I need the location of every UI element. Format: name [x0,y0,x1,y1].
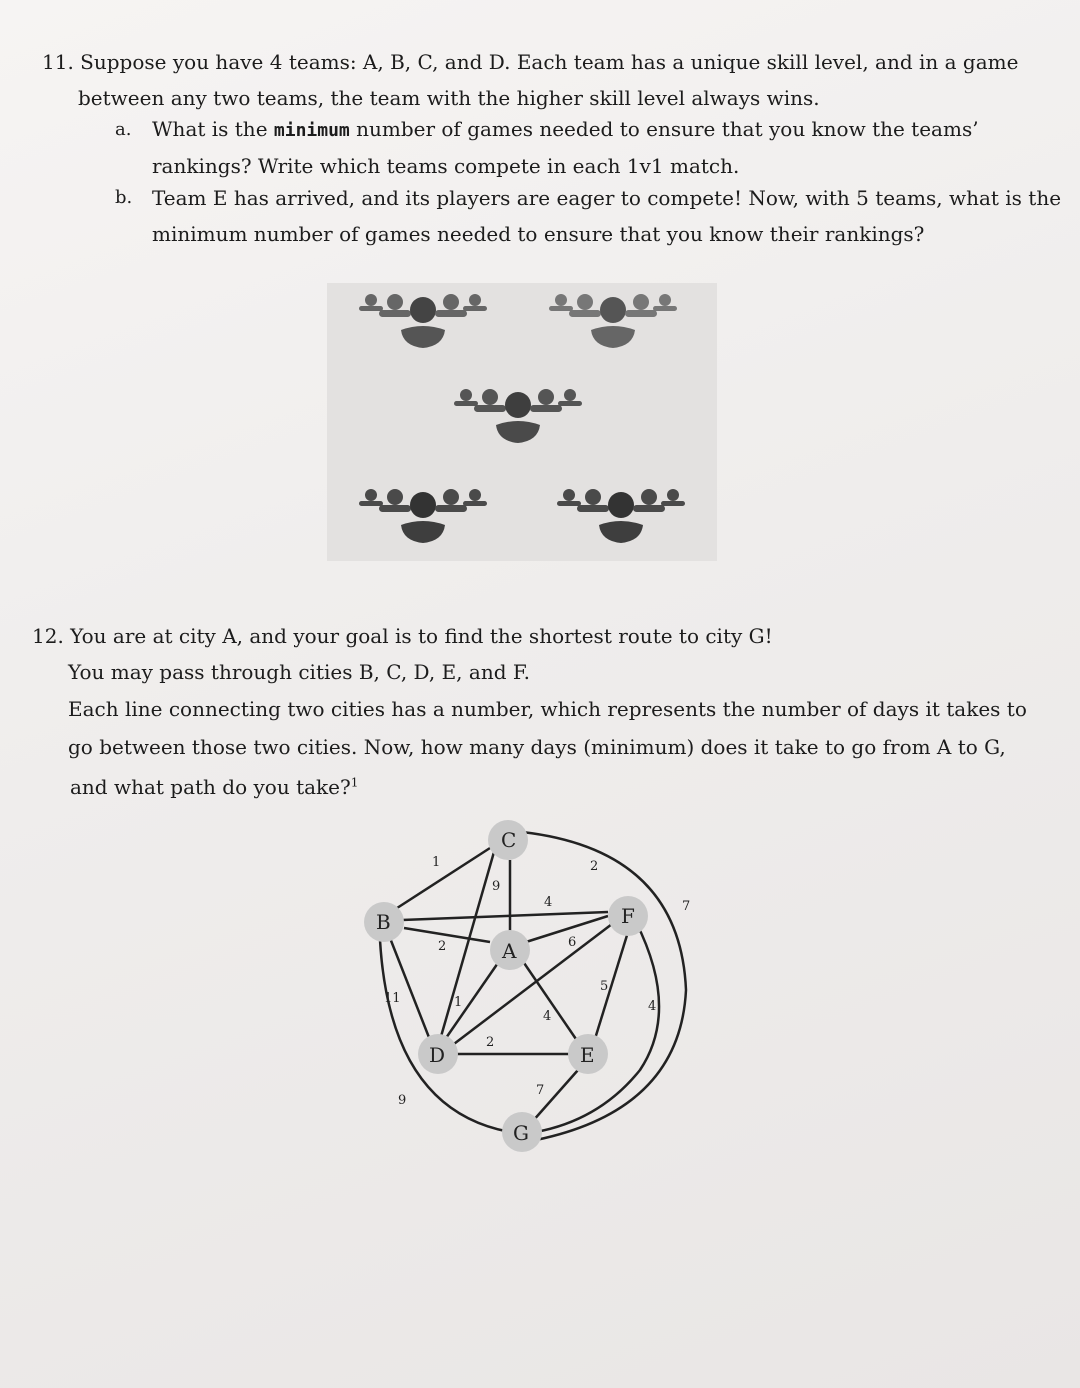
node-label-f: F [621,904,635,928]
q11b-line-1: Team E has arrived, and its players are eager to compete! Now, with 5 teams, what is the [152,186,1062,210]
q11a-text-post: number of games needed to ensure that you know the teams’ [349,117,979,141]
q11a-text-bold: minimum [273,120,350,141]
team-icon [357,483,497,553]
edge-label-a-f: 6 [568,935,577,950]
edge-label-c-g: 7 [682,899,691,914]
edge-label-c-d: 9 [492,879,501,894]
team-icons-figure [327,283,717,561]
footnote-marker: 1 [350,775,359,790]
edge-b-f [402,912,608,920]
q11-line-2: between any two teams, the team with the higher skill level always wins. [78,86,820,110]
edge-label-d-f: 2 [486,1035,495,1050]
edge-b-c [394,848,490,910]
q12-line-5 [70,775,358,799]
edge-label-c-f: 2 [590,859,599,874]
node-label-d: D [429,1043,446,1067]
q11a-letter: a. [115,119,132,140]
edge-label-e-f: 5 [600,979,609,994]
q12-line-1 [32,624,773,648]
node-label-a: A [502,939,517,963]
node-label-c: C [501,828,517,852]
q11-text-1: Suppose you have 4 teams: A, B, C, and D. Each team has a unique skill level, and in a game [80,50,1019,74]
node-label-g: G [513,1121,529,1145]
q12-line-3: Each line connecting two cities has a number, which represents the number of days it takes to [68,697,1027,721]
node-label-e: E [580,1043,595,1067]
edge-label-b-d: 11 [384,991,401,1006]
q12-text-1: You are at city A, and your goal is to find the shortest route to city G! [70,624,773,648]
q12-text-5: and what path do you take? [70,775,351,799]
q11-line-1 [42,50,1018,74]
q12-number: 12. [32,624,64,648]
edge-label-b-c: 1 [432,855,441,870]
team-icon [555,483,695,553]
team-icon [452,383,592,453]
team-icon [547,288,687,358]
city-graph [350,810,710,1170]
q12-line-2: You may pass through cities B, C, D, E, and F. [68,660,530,684]
node-label-b: B [376,910,391,934]
edge-label-a-b: 2 [438,939,447,954]
q11-number: 11. [42,50,74,74]
q11a-text-pre: What is the [152,117,274,141]
edge-c-d [440,852,494,1040]
team-icon [357,288,497,358]
edge-label-a-e: 4 [543,1009,552,1024]
edge-label-f-g: 4 [648,999,657,1014]
q12-line-4: go between those two cities. Now, how many days (minimum) does it take to go from A to G, [68,735,1006,759]
edge-b-d [390,938,430,1040]
q11a-line-2: rankings? Write which teams compete in each 1v1 match. [152,154,740,178]
edge-a-f [526,916,608,942]
q11b-line-2: minimum number of games needed to ensure that you know their rankings? [152,222,925,246]
q11a-line-1 [152,117,979,143]
q11b-letter: b. [115,187,133,208]
edge-a-b [404,928,490,942]
edge-label-c-a: 4 [544,895,553,910]
edge-d-f [446,924,612,1050]
edge-label-e-g: 7 [536,1083,545,1098]
edge-label-b-g: 9 [398,1093,407,1108]
edge-label-a-d: 1 [454,995,463,1010]
